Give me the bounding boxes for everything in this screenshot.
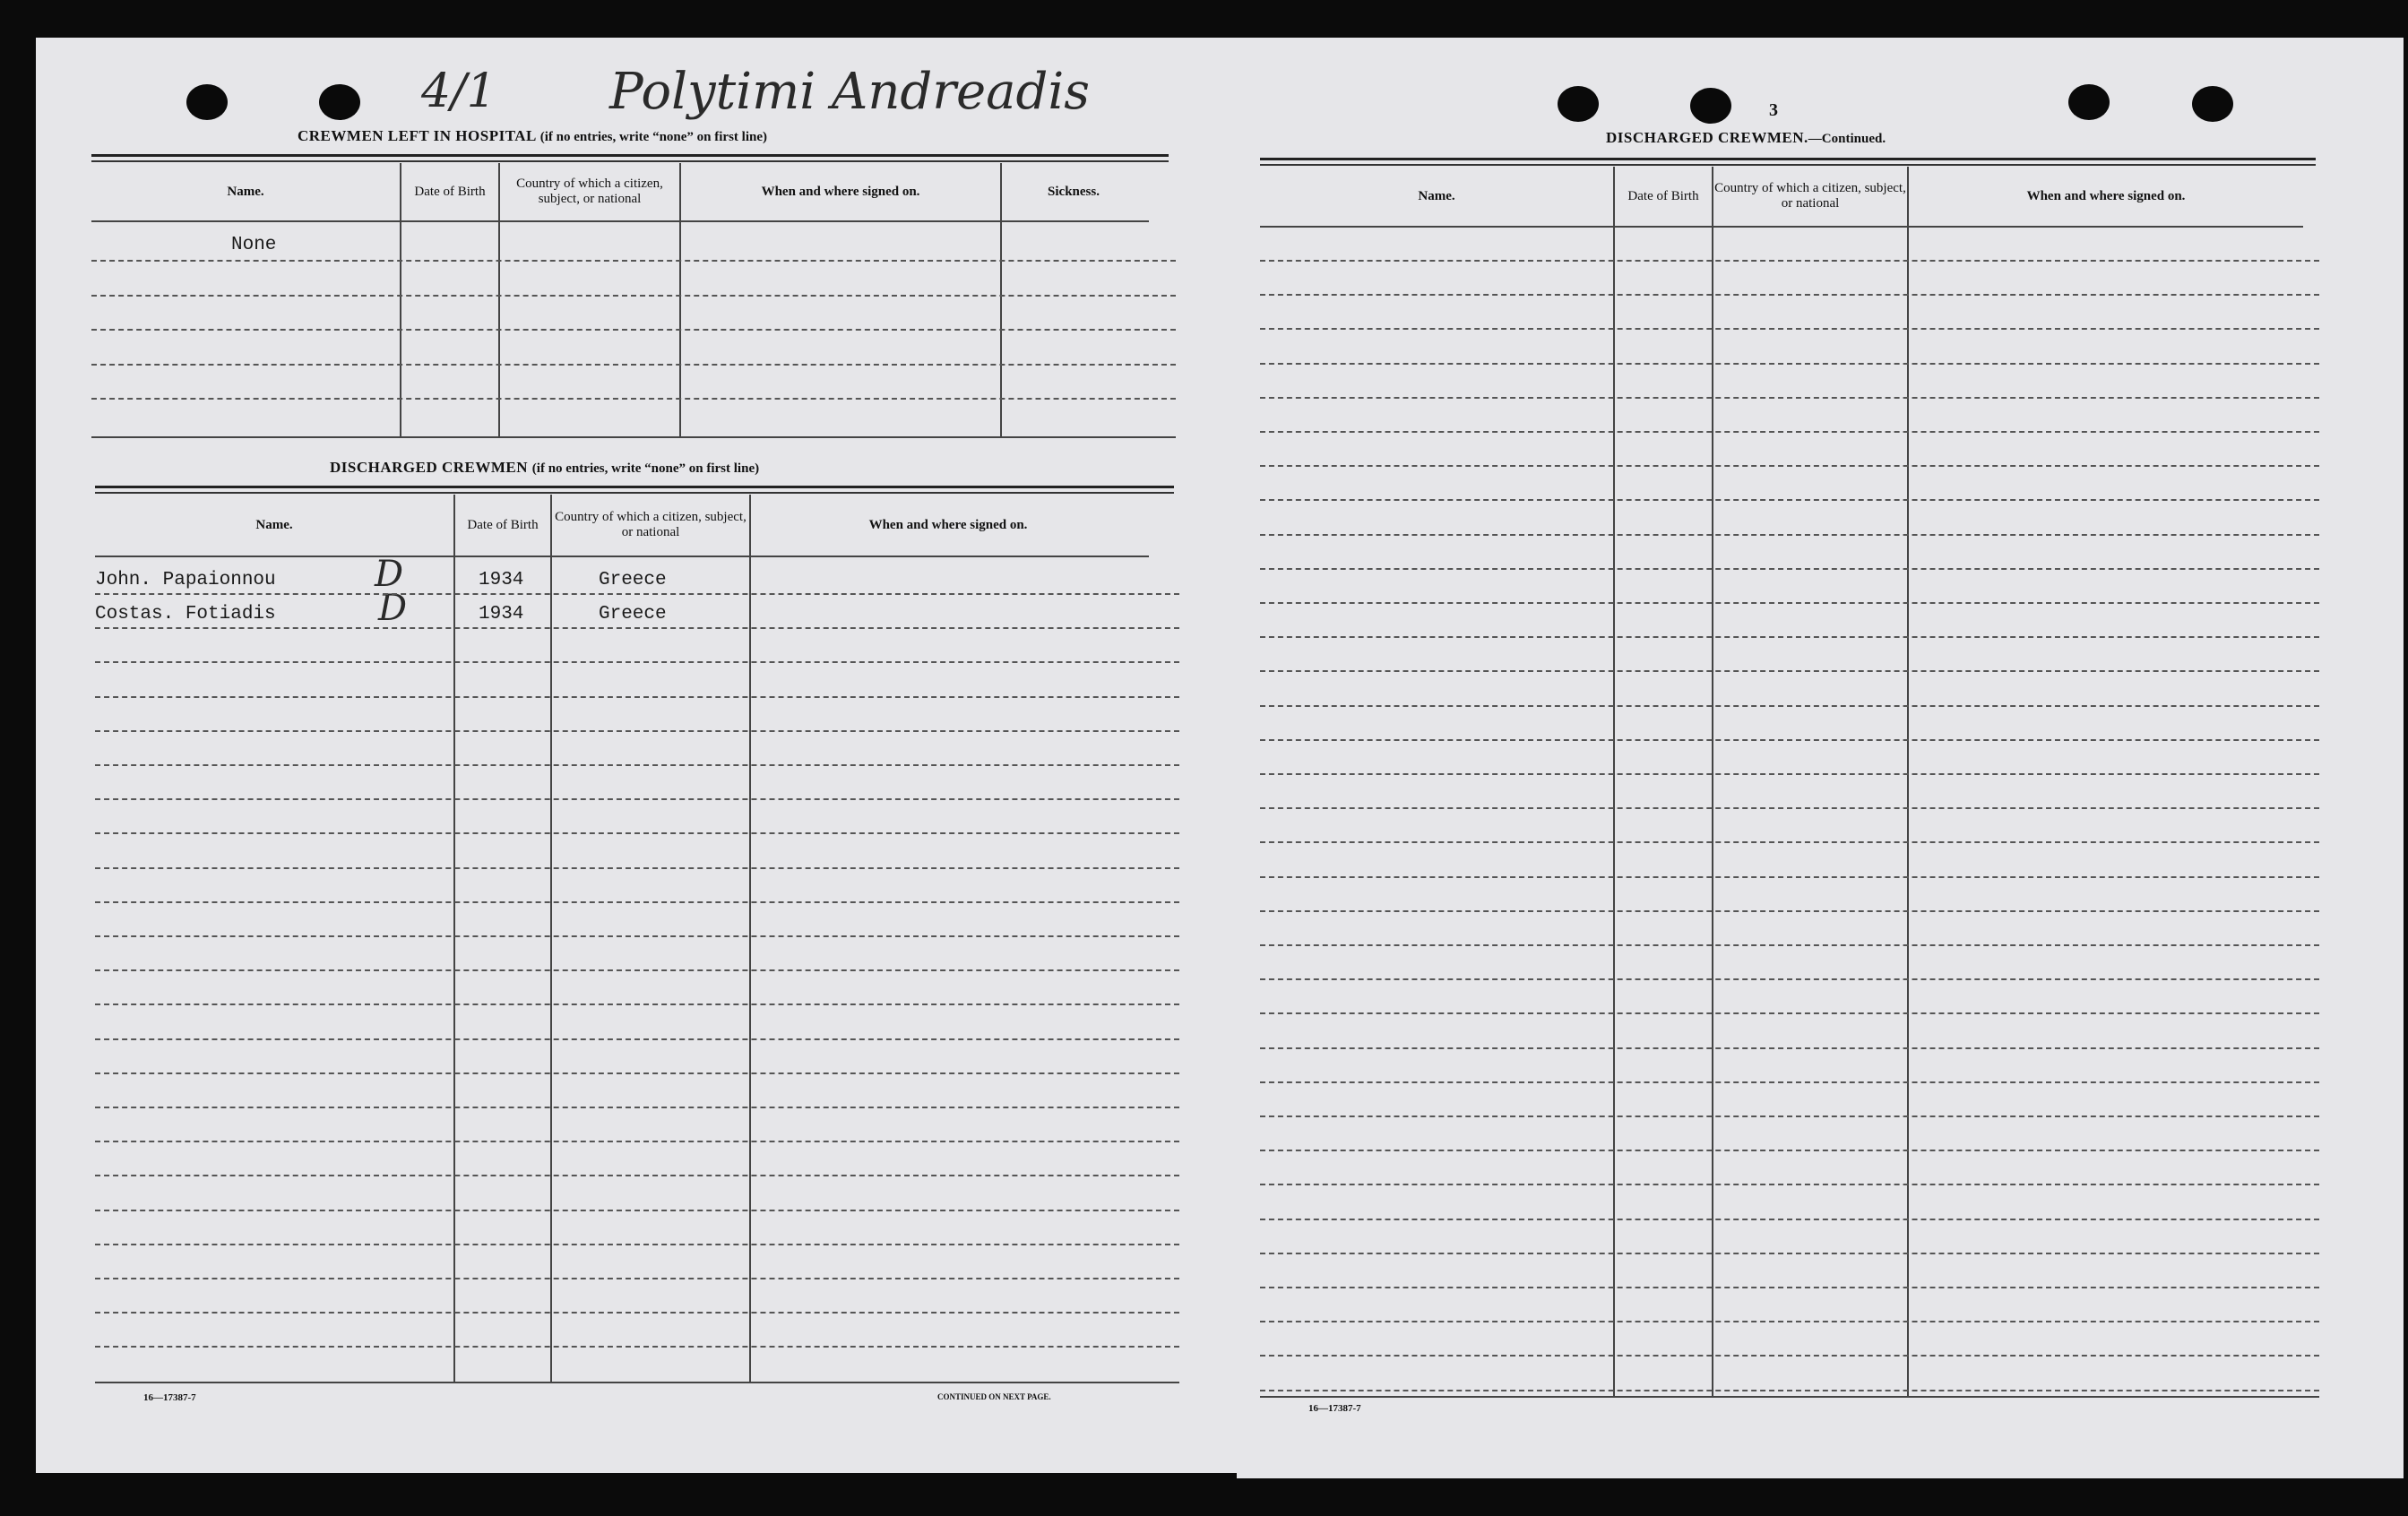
column-divider: [1712, 167, 1713, 1396]
discharged-continued-table: [1260, 167, 2319, 1439]
handwritten-vessel-name: Polytimi Andreadis: [609, 63, 1091, 121]
column-divider: [498, 163, 500, 436]
ruled-line: [1260, 260, 2319, 262]
crew-name: Costas. Fotiadis: [95, 604, 276, 624]
ruled-line: [1260, 328, 2319, 330]
ruled-line: [1260, 1321, 2319, 1322]
ruled-line: [95, 627, 1179, 629]
punch-hole: [2192, 86, 2233, 122]
section-rule: [91, 154, 1169, 157]
ruled-line: [95, 1038, 1179, 1040]
ruled-line: [1260, 1184, 2319, 1185]
ruled-line: [1260, 431, 2319, 433]
ruled-line: [95, 696, 1179, 698]
col-head-name: Name.: [255, 517, 293, 532]
col-head-signed: When and where signed on.: [2026, 188, 2186, 203]
hospital-table: [91, 163, 1176, 441]
col-head-sickness: Sickness.: [1048, 184, 1100, 199]
ruled-line: [1260, 499, 2319, 501]
ruled-line: [1260, 841, 2319, 843]
ruled-line: [95, 1003, 1179, 1005]
section-rule: [95, 492, 1174, 494]
col-head-name: Name.: [1418, 188, 1455, 203]
ruled-line: [1260, 465, 2319, 467]
ruled-line: [95, 969, 1179, 971]
ruled-line: [1260, 1047, 2319, 1049]
header-underline: [91, 220, 1149, 222]
ruled-line: [91, 260, 1176, 262]
handwritten-mark: 4/1: [421, 65, 496, 118]
handwritten-discharge-mark: D: [378, 588, 408, 629]
left-form-page: [36, 38, 1241, 1473]
ruled-line: [1260, 1081, 2319, 1083]
ruled-line: [91, 364, 1176, 366]
ruled-line: [95, 1346, 1179, 1348]
ruled-line: [91, 329, 1176, 331]
col-head-name: Name.: [227, 184, 264, 199]
column-divider: [679, 163, 681, 436]
ruled-line: [95, 798, 1179, 800]
ruled-line: [1260, 1150, 2319, 1151]
page-number: 3: [1769, 100, 1778, 120]
ruled-line: [95, 661, 1179, 663]
ruled-line: [1260, 1390, 2319, 1391]
ruled-line: [1260, 807, 2319, 809]
punch-hole: [2068, 84, 2110, 120]
ruled-line: [1260, 978, 2319, 980]
ruled-line: [1260, 773, 2319, 775]
section-rule: [91, 160, 1169, 162]
ruled-line: [95, 867, 1179, 869]
column-divider: [1613, 167, 1615, 1396]
ruled-line: [1260, 636, 2319, 638]
crew-dob: 1934: [479, 604, 524, 624]
column-divider: [400, 163, 401, 436]
ruled-line: [95, 730, 1179, 732]
ruled-line: [1260, 534, 2319, 536]
ruled-line: [1260, 363, 2319, 365]
form-code: 16—17387-7: [1308, 1403, 1361, 1414]
ruled-line: [95, 832, 1179, 834]
col-head-country: Country of which a citizen, subject, or national: [555, 510, 747, 539]
col-head-dob: Date of Birth: [1627, 188, 1699, 203]
continued-note: CONTINUED ON NEXT PAGE.: [937, 1392, 1051, 1401]
header-underline: [95, 556, 1149, 557]
ruled-line: [1260, 568, 2319, 570]
punch-hole: [1558, 86, 1599, 122]
ruled-line: [95, 935, 1179, 937]
col-head-signed: When and where signed on.: [868, 517, 1028, 532]
ruled-line: [95, 764, 1179, 766]
crew-dob: 1934: [479, 570, 524, 590]
crew-country: Greece: [599, 604, 667, 624]
section-rule: [95, 486, 1174, 488]
column-divider: [1907, 167, 1909, 1396]
ruled-line: [95, 1312, 1179, 1314]
ruled-line: [1260, 1253, 2319, 1254]
ruled-line: [1260, 1219, 2319, 1220]
ruled-line: [1260, 1287, 2319, 1288]
col-head-country: Country of which a citizen, subject, or national: [516, 177, 663, 206]
ruled-line: [1260, 294, 2319, 296]
ruled-line: [91, 295, 1176, 297]
ruled-line: [1260, 1012, 2319, 1014]
form-code: 16—17387-7: [143, 1392, 196, 1403]
col-head-country: Country of which a citizen, subject, or national: [1714, 181, 1906, 211]
ruled-line: [1260, 910, 2319, 912]
section-rule: [1260, 164, 2316, 166]
column-divider: [1000, 163, 1002, 436]
hospital-section-title: CREWMEN LEFT IN HOSPITAL (if no entries, write “none” on first line): [298, 127, 767, 144]
ruled-line: [1260, 705, 2319, 707]
ruled-line: [1260, 876, 2319, 878]
table-bottom-rule: [95, 1382, 1179, 1383]
header-underline: [1260, 226, 2303, 228]
ruled-line: [1260, 602, 2319, 604]
ruled-line: [95, 1244, 1179, 1245]
table-bottom-rule: [1260, 1396, 2319, 1398]
right-form-page: [1237, 38, 2404, 1478]
section-rule: [1260, 158, 2316, 160]
ruled-line: [95, 1072, 1179, 1074]
ruled-line: [95, 1141, 1179, 1142]
ruled-line: [95, 1210, 1179, 1211]
ruled-line: [91, 398, 1176, 400]
ruled-line: [1260, 1115, 2319, 1117]
crew-name: John. Papaionnou: [95, 570, 276, 590]
ruled-line: [1260, 739, 2319, 741]
punch-hole: [1690, 88, 1731, 124]
handwritten-discharge-mark: D: [375, 554, 404, 595]
ruled-line: [95, 901, 1179, 903]
ruled-line: [1260, 670, 2319, 672]
crew-country: Greece: [599, 570, 667, 590]
ruled-line: [95, 1278, 1179, 1279]
discharged-continued-title: DISCHARGED CREWMEN.—Continued.: [1606, 129, 1886, 146]
table-bottom-rule: [91, 436, 1176, 438]
discharged-section-title: DISCHARGED CREWMEN (if no entries, write “none” on first line): [330, 459, 760, 476]
hospital-first-entry: None: [231, 235, 277, 255]
col-head-dob: Date of Birth: [467, 517, 539, 532]
ruled-line: [95, 593, 1179, 595]
punch-hole: [319, 84, 360, 120]
ruled-line: [95, 1107, 1179, 1108]
ruled-line: [1260, 397, 2319, 399]
ruled-line: [1260, 1355, 2319, 1357]
ruled-line: [1260, 944, 2319, 946]
discharged-table: [95, 495, 1179, 1426]
ruled-line: [95, 1175, 1179, 1176]
col-head-signed: When and where signed on.: [761, 184, 920, 199]
col-head-dob: Date of Birth: [414, 184, 486, 199]
punch-hole: [186, 84, 228, 120]
